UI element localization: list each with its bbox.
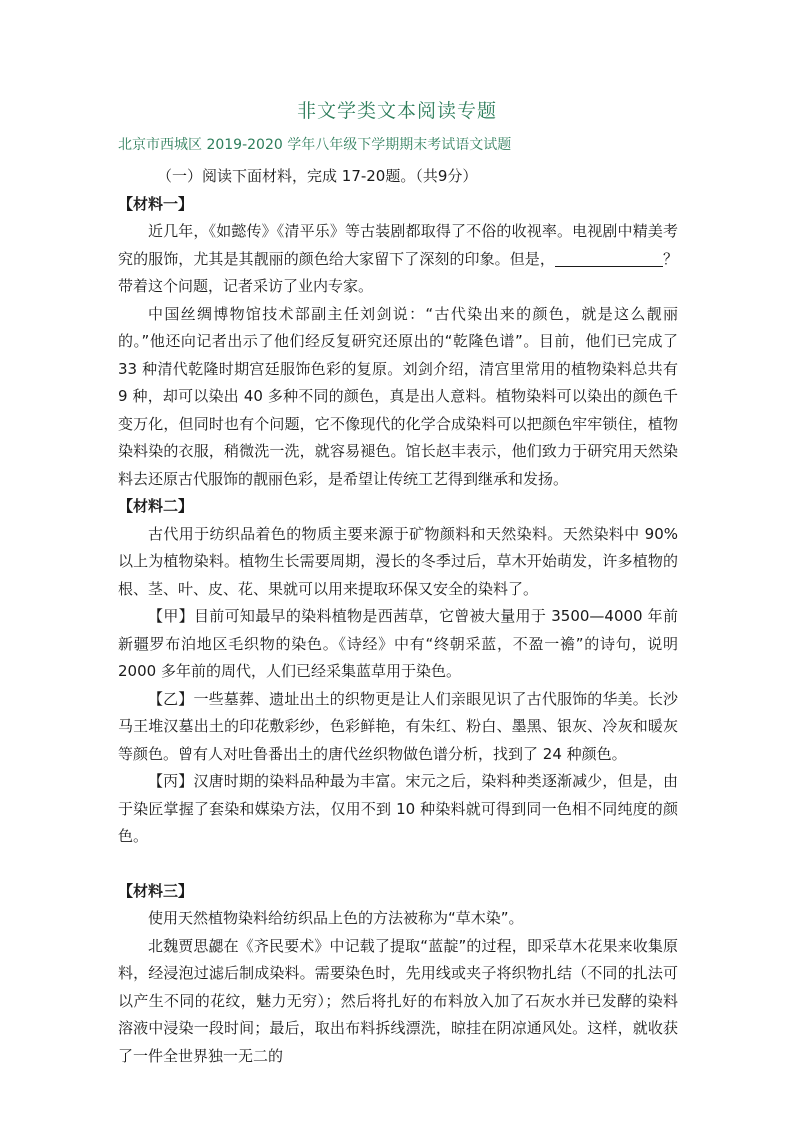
page-subtitle: 北京市西城区 2019-2020 学年八年级下学期期末考试语文试题 bbox=[118, 137, 512, 153]
material-two-paragraph-jia: 【甲】目前可知最早的染料植物是西茜草，它曾被大量用于 3500—4000 年前新疆罗布泊地区毛织物的染色。《诗经》中有“终朝采蓝，不盈一襜”的诗句，说明 2000 多年前的周代，人们已经采集蓝草用于染色。 bbox=[118, 607, 678, 680]
material-two-paragraph-yi: 【乙】一些墓葬、遗址出土的织物更是让人们亲眼见识了古代服饰的华美。长沙马王堆汉墓出土的印花敷彩纱，色彩鲜艳，有朱红、粉白、墨黑、银灰、冷灰和暖灰等颜色。曾有人对吐鲁番出土的唐代丝织物做色谱分析，找到了 24 种颜色。 bbox=[118, 689, 678, 763]
material-two-heading: 【材料二】 bbox=[118, 497, 194, 515]
material-one-heading: 【材料一】 bbox=[118, 194, 194, 213]
material-two-paragraph-bing: 【丙】汉唐时期的染料品种最为丰富。宋元之后，染料种类逐渐减少，但是，由于染匠掌握了套染和媒染方法，仅用不到 10 种染料就可得到同一色相不同纯度的颜色。 bbox=[118, 772, 678, 845]
material-one-paragraph-1 bbox=[118, 218, 678, 301]
spacer bbox=[118, 851, 678, 878]
material-one-paragraph-2: 中国丝绸博物馆技术部副主任刘剑说：“古代染出来的颜色，就是这么靓丽的。”他还向记者出示了他们经反复研究还原出的“乾隆色谱”。目前，他们已完成了 33 种清代乾隆时期宫廷服饰色彩的复原。刘剑介绍，清宫里常用的植物染料总共有 9 种，却可以染出 40 多种不同的颜色，真是出人意料。植物染料可以染出的颜色千变万化，但同时也有个问题，它不像现代的化学合成染料可以把颜色牢牢锁住，植物染料染的衣服，稍微洗一洗，就容易褪色。馆长赵丰表示，他们致力于研究用天然染料去还原古代服饰的靓丽色彩，是希望让传统工艺得到继承和发扬。 bbox=[118, 304, 678, 488]
material-two-paragraph-1: 古代用于纺织品着色的物质主要来源于矿物颜料和天然染料。天然染料中 90%以上为植物染料。植物生长需要周期，漫长的冬季过后，草木开始萌发，许多植物的根、茎、叶、皮、花、果就可以用来提取环保又安全的染料了。 bbox=[118, 524, 678, 598]
fill-in-blank[interactable] bbox=[555, 250, 663, 267]
question-intro: （一）阅读下面材料，完成 17-20题。（共9分） bbox=[157, 167, 478, 185]
paragraph-text: ？带着这个问题，记者采访了业内专家。 bbox=[118, 249, 678, 295]
document-body bbox=[118, 163, 678, 1070]
paragraph-text: 近几年，《如懿传》《清平乐》等古装剧都取得了不俗的收视率。电视剧中精美考究的服饰，尤其是其靓丽的颜色给大家留下了深刻的印象。但是， bbox=[118, 222, 678, 268]
material-three-heading: 【材料三】 bbox=[118, 881, 194, 900]
material-three-paragraph-2: 北魏贾思勰在《齐民要术》中记载了提取“蓝靛”的过程，即采草木花果来收集原料，经浸泡过滤后制成染料。需要染色时，先用线或夹子将织物扎结（不同的扎法可以产生不同的花纹，魅力无穷）；然后将扎好的布料放入加了石灰水并已发酵的染料溶液中浸染一段时间；最后，取出布料拆线漂洗，晾挂在阴凉通风处。这样，就收获了一件全世界独一无二的 bbox=[118, 936, 678, 1065]
material-three-paragraph-1: 使用天然植物染料给纺织品上色的方法被称为“草木染”。 bbox=[148, 909, 524, 927]
page-title: 非文学类文本阅读专题 bbox=[296, 100, 497, 122]
